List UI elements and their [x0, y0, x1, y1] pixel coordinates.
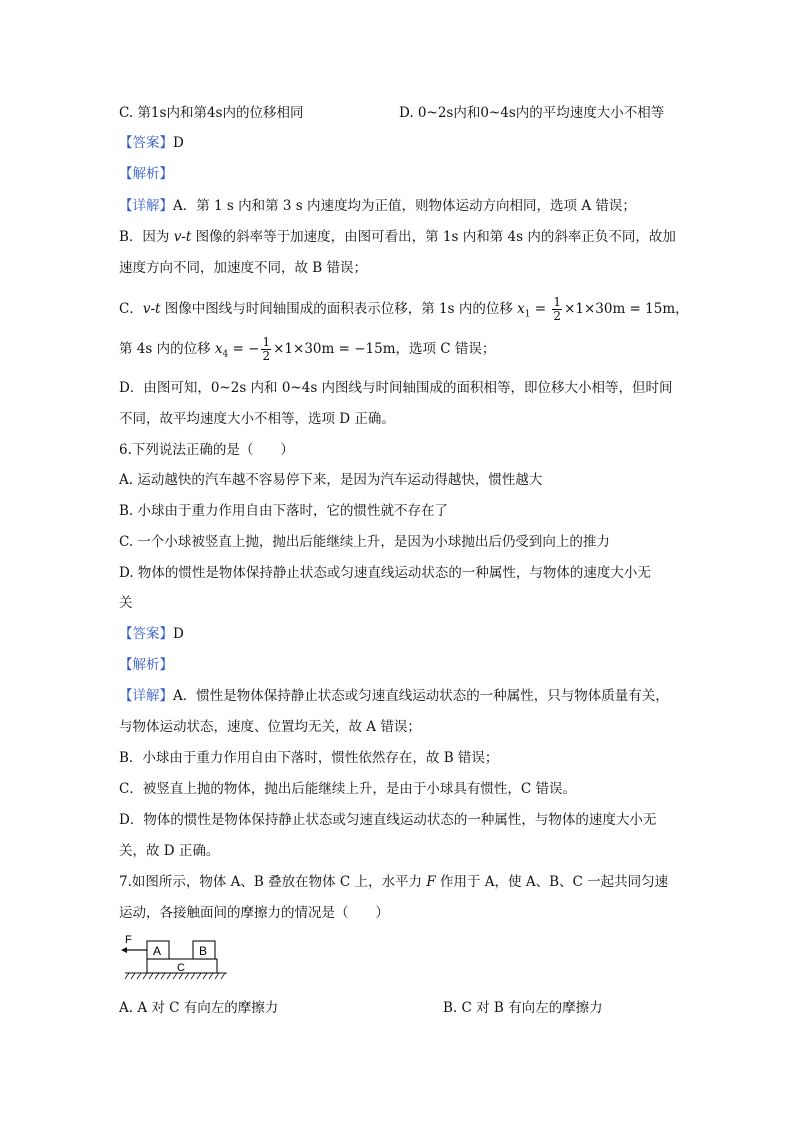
analysis-tag: 【解析】 [119, 657, 173, 673]
detail-tag: 【详解】 [119, 688, 173, 704]
q6-detail-5: D．物体的惯性是物体保持静止状态或匀速直线运动状态的一种属性，与物体的速度大小无 [119, 812, 657, 828]
q6-option-b: B. 小球由于重力作用自由下落时，它的惯性就不存在了 [119, 503, 449, 519]
q6-option-a: A. 运动越快的汽车越不容易停下来，是因为汽车运动得越快，惯性越大 [119, 472, 543, 488]
q6-option-d-cont: 关 [119, 595, 133, 611]
ground-hatching [125, 973, 225, 979]
formula-x1: $x_1$ = $\frac{1}{2}$ ×1×30m = 15m [517, 295, 676, 323]
q7-option-b: B. C 对 B 有向左的摩擦力 [443, 1000, 603, 1016]
answer-tag: 【答案】 [119, 135, 173, 151]
analysis-tag: 【解析】 [119, 166, 173, 182]
q6-detail-4: C．被竖直上抛的物体，抛出后能继续上升，是由于小球具有惯性，C 错误。 [119, 781, 576, 797]
arrow-head-icon [121, 947, 127, 953]
q5-detail-2: B．因为 v-t 图像的斜率等于加速度，由图可看出，第 1s 内和第 4s 内的斜率正负不同，故加 [119, 229, 676, 245]
q7-option-a: A. A 对 C 有向左的摩擦力 [119, 1000, 279, 1016]
q5-detail-5: 第 4s 内的位移 $x_4$ = − $\frac{1}{2}$ ×1×30m = −15m，选项 C 错误； [119, 335, 496, 363]
block-b-label: B [199, 944, 208, 958]
q6-detail-6: 关，故 D 正确。 [119, 843, 220, 859]
q5-answer-line [119, 134, 184, 152]
q5-detail-4: C．v-t 图像中图线与时间轴围成的面积表示位移，第 1s 内的位移 $x_1$ = $\frac{1}{2}$ ×1×30m = 15m， [119, 295, 689, 323]
q6-detail-2: 与物体运动状态，速度、位置均无关，故 A 错误； [119, 719, 421, 735]
fraction: $\frac{1}{2}$ [262, 335, 271, 363]
q5-detail-1: 【详解】A．第 1 s 内和第 3 s 内速度均为正值，则物体运动方向相同，选项 A 错误； [119, 198, 636, 214]
block-a-label: A [153, 944, 162, 958]
force-label: F [125, 934, 132, 946]
answer-tag: 【答案】 [119, 626, 173, 642]
q5-option-d: D. 0~2s内和0~4s内的平均速度大小不相等 [399, 105, 665, 121]
q6-option-c: C. 一个小球被竖直上抛，抛出后能继续上升，是因为小球抛出后仍受到向上的推力 [119, 534, 610, 550]
formula-x4: $x_4$ = − $\frac{1}{2}$ ×1×30m = −15m [214, 335, 396, 363]
q6-detail-1: 【详解】A．惯性是物体保持静止状态或匀速直线运动状态的一种属性，只与物体质量有关， [119, 688, 669, 704]
q6-stem: 6.下列说法正确的是（ ） [119, 442, 294, 458]
fraction: $\frac{1}{2}$ [553, 295, 562, 323]
q7-stem-2: 运动，各接触面间的摩擦力的情况是（ ） [119, 905, 389, 921]
answer-value: D [173, 626, 184, 642]
q6-option-d: D. 物体的惯性是物体保持静止状态或匀速直线运动状态的一种属性，与物体的速度大小无 [119, 565, 651, 581]
answer-value: D [173, 135, 184, 151]
detail-tag: 【详解】 [119, 198, 173, 214]
block-c-label: C [177, 962, 185, 974]
q5-detail-7: 不同，故平均速度大小不相等，选项 D 正确。 [119, 411, 395, 427]
q5-detail-6: D．由图可知，0~2s 内和 0~4s 内图线与时间轴围成的面积相等，即位移大小相等，但时间 [119, 380, 673, 396]
q6-detail-3: B．小球由于重力作用自由下落时，惯性依然存在，故 B 错误； [119, 750, 499, 766]
q7-figure [119, 932, 229, 984]
q5-detail-3: 速度方向不同，加速度不同，故 B 错误； [119, 260, 368, 276]
q5-option-c: C. 第1s内和第4s内的位移相同 [119, 105, 304, 121]
q6-answer-line [119, 625, 184, 643]
q7-stem-1: 7.如图所示，物体 A、B 叠放在物体 C 上，水平力 F 作用于 A，使 A、B、C 一起共同匀速 [119, 874, 669, 890]
